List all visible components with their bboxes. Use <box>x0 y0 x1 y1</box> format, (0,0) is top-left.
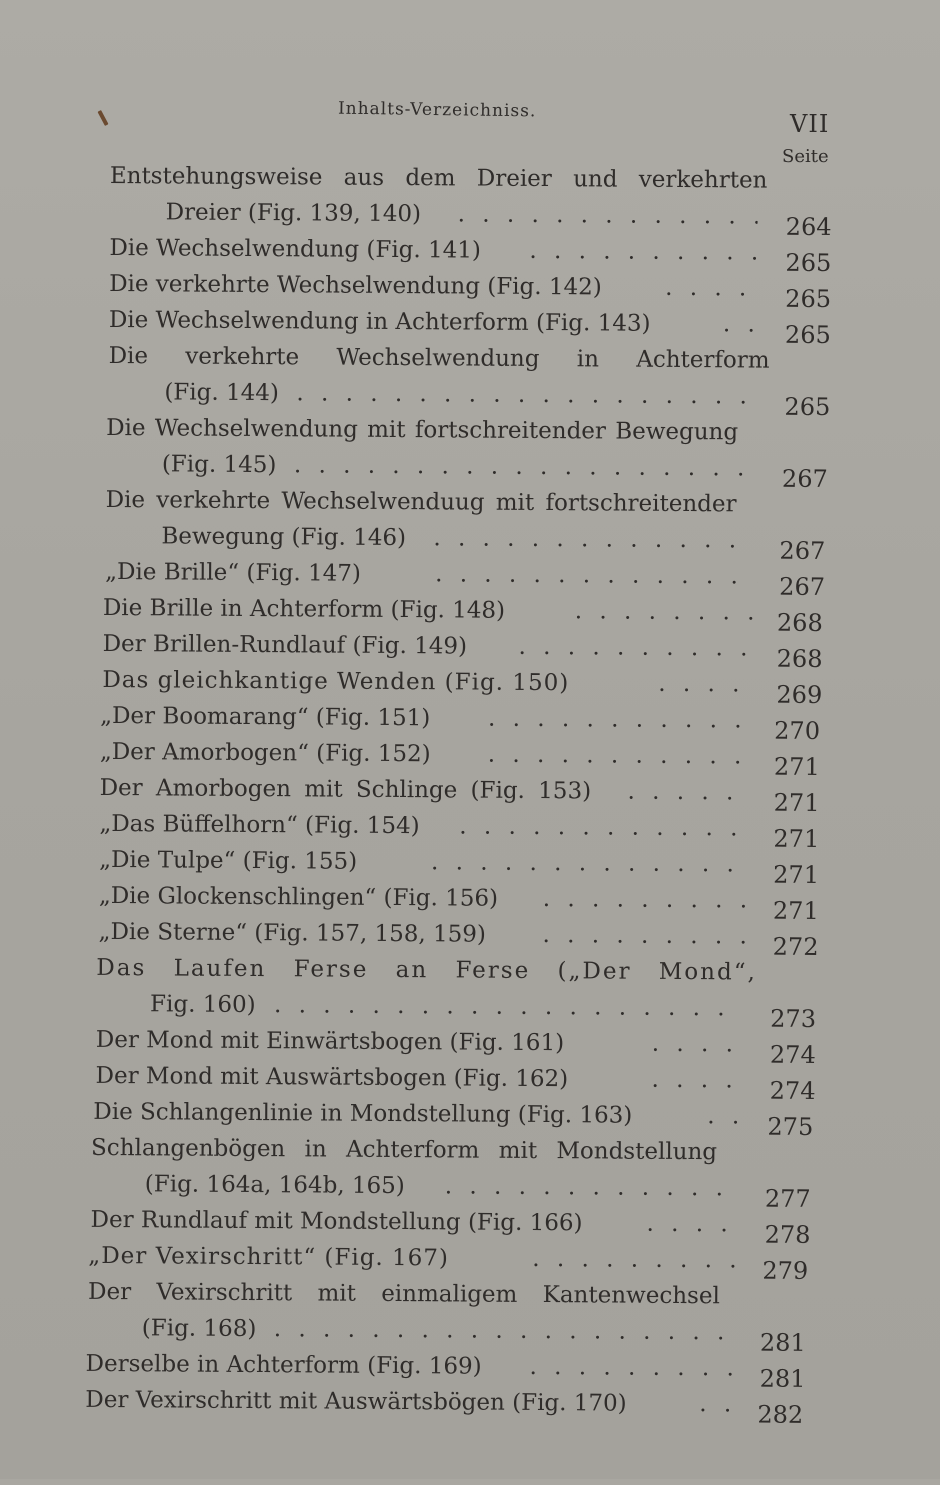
dot-leader <box>274 989 740 1024</box>
toc-entry-line <box>109 232 765 269</box>
dot-leader <box>296 377 758 412</box>
dot-leader <box>575 595 755 628</box>
toc-entry-line <box>99 844 755 881</box>
toc-entry-text: „Der Boomarang“ (Fig. 151) <box>100 702 431 732</box>
toc-entry-text: Fig. 160) <box>150 991 256 1019</box>
toc-entry-line <box>93 1096 749 1133</box>
toc-entry-text: „Die Glockenschlingen“ (Fig. 156) <box>98 882 499 912</box>
toc-page-number: 267 <box>781 464 828 494</box>
toc-entry-line <box>90 1204 746 1241</box>
toc-page-number: 270 <box>774 716 821 745</box>
toc-entry-text: Die Wechselwendung (Fig. 141) <box>109 234 482 264</box>
page-number: VII <box>790 110 830 138</box>
toc-entry-text: Das gleichkantige Wenden (Fig. 150) <box>102 666 570 697</box>
toc-entry-text: „Die Sterne“ (Fig. 157, 158, 159) <box>98 918 486 948</box>
dot-leader <box>445 1170 735 1204</box>
dot-leader <box>488 739 752 773</box>
toc-entry-line <box>85 1348 741 1385</box>
toc-page-number: 273 <box>770 1004 817 1033</box>
page-column-label: Seite <box>782 146 829 167</box>
toc-entry-line <box>161 520 761 556</box>
toc-entry-line <box>88 1240 744 1277</box>
running-header-title: Inhalts-Verzeichniss. <box>337 98 537 122</box>
toc-page-number: 274 <box>769 1076 816 1105</box>
toc-entry-text: Die verkehrte Wechselwendung (Fig. 142) <box>109 270 602 301</box>
toc-entry-line <box>99 808 755 845</box>
toc-entry-text: (Fig. 144) <box>164 379 279 407</box>
toc-page-number: 271 <box>773 824 820 853</box>
dot-leader <box>542 919 750 952</box>
toc-page-number: 278 <box>764 1220 811 1249</box>
toc-page-number: 271 <box>772 896 819 925</box>
toc-page-number: 279 <box>762 1256 809 1285</box>
toc-page-number: 274 <box>769 1040 816 1069</box>
toc-page-number: 281 <box>759 1328 806 1357</box>
toc-entry-line <box>103 628 759 665</box>
toc-entry-line <box>110 160 766 197</box>
toc-entry-text: „Der Vexirschritt“ (Fig. 167) <box>88 1242 450 1272</box>
toc-page-number: 265 <box>784 320 831 350</box>
toc-entry-line <box>106 412 762 449</box>
toc-page-number: 271 <box>773 752 820 781</box>
dot-leader <box>627 776 751 809</box>
toc-entry-line <box>105 556 761 593</box>
toc-page-number: 275 <box>767 1112 814 1141</box>
toc-entry-text: Bewegung (Fig. 146) <box>161 523 407 552</box>
toc-entry-text: Die verkehrte Wechselwendung in Achterform <box>108 342 770 374</box>
toc-entry-line <box>85 1384 741 1421</box>
toc-entry-line <box>100 700 756 737</box>
dot-leader <box>274 1313 732 1348</box>
toc-page-number: 265 <box>784 392 831 422</box>
toc-page-number: 271 <box>773 860 820 889</box>
toc-entry-line <box>100 772 756 809</box>
toc-entry-text: Die Wechselwendung mit fortschreitender Bewegung <box>106 414 739 446</box>
toc-page-number: 265 <box>785 248 832 278</box>
toc-entry-text: (Fig. 168) <box>141 1315 257 1343</box>
toc-entry-line <box>142 1312 742 1348</box>
toc-entry-text: „Der Amorbogen“ (Fig. 152) <box>99 738 431 768</box>
dot-leader <box>431 846 751 880</box>
toc-entry-text: Die verkehrte Wechselwenduug mit fortschreitender <box>105 486 737 518</box>
toc-page-number: 282 <box>757 1400 804 1429</box>
dot-leader <box>294 449 756 484</box>
toc-entry-text: (Fig. 145) <box>161 451 277 479</box>
toc-entry-line <box>91 1132 741 1169</box>
toc-entry-line <box>88 1276 738 1313</box>
toc-entry-text: Der Amorbogen mit Schlinge (Fig. 153) <box>99 774 592 805</box>
toc-entry-line <box>108 340 770 377</box>
dot-leader <box>529 235 765 269</box>
dot-leader <box>518 631 754 665</box>
toc-page-number: 268 <box>776 608 823 637</box>
toc-entry-text: Entstehungsweise aus dem Dreier und verkehrten <box>109 162 768 194</box>
dot-leader <box>543 883 751 916</box>
dot-leader <box>707 1100 751 1132</box>
toc-entry-text: Die Schlangenlinie in Mondstellung (Fig. 163) <box>93 1098 633 1129</box>
toc-entry-line <box>162 448 762 484</box>
toc-page-number: 268 <box>776 644 823 673</box>
toc-entry-line <box>102 664 758 701</box>
toc-page-number: 277 <box>764 1184 811 1213</box>
dot-leader <box>723 308 767 340</box>
toc-page-number: 265 <box>785 284 832 314</box>
dot-leader <box>435 558 757 592</box>
toc-entry-line <box>96 952 757 989</box>
toc-entry-line <box>164 376 764 412</box>
toc-entry-text: Dreier (Fig. 139, 140) <box>165 199 422 228</box>
toc-entry-line <box>145 1168 745 1204</box>
toc-entry-line <box>95 1060 751 1097</box>
toc-page-number: 267 <box>779 536 826 566</box>
toc-entry-text: „Die Tulpe“ (Fig. 155) <box>99 846 358 875</box>
toc-page-number: 272 <box>772 932 819 961</box>
dot-leader <box>651 1064 751 1097</box>
dot-leader <box>658 668 758 701</box>
toc-entry-text: Der Vexirschritt mit einmaligem Kantenwechsel <box>88 1278 720 1310</box>
toc-page-number: 269 <box>776 680 823 709</box>
toc-page-number: 271 <box>773 788 820 817</box>
toc-entry-line <box>99 880 755 917</box>
toc-entry-text: Die Wechselwendung in Achterform (Fig. 143) <box>108 306 651 337</box>
toc-entry-line <box>100 736 756 773</box>
toc-entry-line <box>166 196 766 232</box>
dot-leader <box>459 810 751 844</box>
dot-leader <box>532 1243 740 1276</box>
toc-entry-text: Der Mond mit Einwärtsbogen (Fig. 161) <box>95 1026 565 1057</box>
dot-leader <box>652 1028 752 1061</box>
toc-entry-line <box>96 1024 752 1061</box>
toc-page-number: 267 <box>779 572 826 602</box>
dot-leader <box>665 272 765 305</box>
dot-leader <box>458 198 758 232</box>
toc-entry-text: Der Mond mit Auswärtsbogen (Fig. 162) <box>95 1062 569 1093</box>
toc-entry-text: „Das Büffelhorn“ (Fig. 154) <box>99 810 420 840</box>
toc-entry-text: „Die Brille“ (Fig. 147) <box>105 558 362 587</box>
toc-entry-text: Der Vexirschritt mit Auswärtsbögen (Fig. 170) <box>85 1386 627 1417</box>
toc-entry-line <box>106 484 762 521</box>
dot-leader <box>646 1208 746 1241</box>
toc-entry-text: Das Laufen Ferse an Ferse („Der Mond“, <box>96 954 757 986</box>
toc-page-number: 281 <box>759 1364 806 1393</box>
toc-page-number: 264 <box>785 212 832 242</box>
toc-entry-line <box>109 268 765 305</box>
toc-entry-line <box>109 304 765 341</box>
toc-entry-text: Der Brillen-Rundlauf (Fig. 149) <box>102 630 468 660</box>
toc-entry-line <box>150 988 750 1024</box>
toc-entry-text: Der Rundlauf mit Mondstellung (Fig. 166) <box>90 1206 583 1237</box>
dot-leader <box>433 522 755 556</box>
toc-entry-text: Derselbe in Achterform (Fig. 169) <box>85 1350 482 1380</box>
dot-leader <box>699 1388 743 1420</box>
dot-leader <box>529 1351 737 1384</box>
toc-entry-line <box>98 916 754 953</box>
toc-entry-line <box>103 592 759 629</box>
toc-entry-text: Schlangenbögen in Achterform mit Mondstellung <box>91 1134 718 1166</box>
toc-entry-text: Die Brille in Achterform (Fig. 148) <box>102 594 506 624</box>
dot-leader <box>488 703 752 737</box>
toc-entry-text: (Fig. 164a, 164b, 165) <box>144 1171 405 1200</box>
